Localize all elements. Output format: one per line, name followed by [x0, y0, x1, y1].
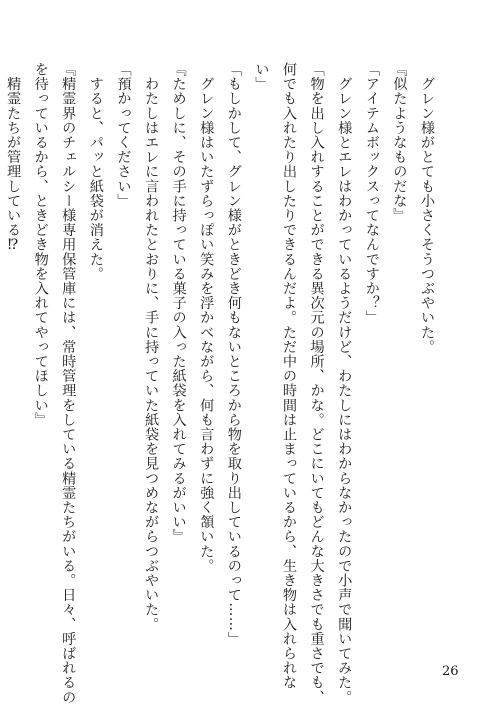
text-line: すると、パッと紙袋が消えた。	[87, 62, 104, 281]
text-line: 『ためしに、その手に持っている菓子の入った紙袋を入れてみるがいい』	[170, 62, 187, 544]
text-line: わたしはエレに言われたとおりに、手に持っていた紙袋を見つめながらつぶやいた。	[143, 62, 160, 632]
text-line: 『精霊界のチェルシー様専用保管庫には、常時管理をしている精霊たちがいる。日々、呼ばれるの	[60, 62, 77, 705]
text-line: 精霊たちが管理している⁉	[5, 62, 22, 254]
vertical-text-block	[5, 62, 440, 705]
text-line: 何でも入れたり出したりできるんだよ。ただ中の時間は止まっているから、生き物は入れられな	[281, 62, 298, 690]
page-number: 26	[442, 664, 459, 679]
text-line: 「預かってください」	[115, 62, 132, 208]
text-line: 「物を出し入れすることができる異次元の場所、かな。どこにいてもどんな大きさでも重さでも、	[308, 62, 325, 705]
text-line: グレン様とエレはわかっているようだけど、わたしにはわからなかったので小声で聞いてみた。	[336, 62, 353, 705]
text-line: グレン様はいたずらっぽい笑みを浮かべながら、何も言わずに強く頷いた。	[198, 62, 215, 573]
text-line: 『似たようなものだな』	[391, 62, 408, 223]
text-line: を待っているから、ときどき物を入れてやってほしい』	[32, 62, 49, 427]
text-line: い」	[253, 62, 270, 92]
text-line: 「もしかして、グレン様がときどき何もないところから物を取り出しているのって……」	[225, 62, 242, 646]
text-line: グレン様がとても小さくそうつぶやいた。	[419, 62, 435, 354]
text-line: 「アイテムボックスってなんですか？」	[363, 62, 380, 325]
